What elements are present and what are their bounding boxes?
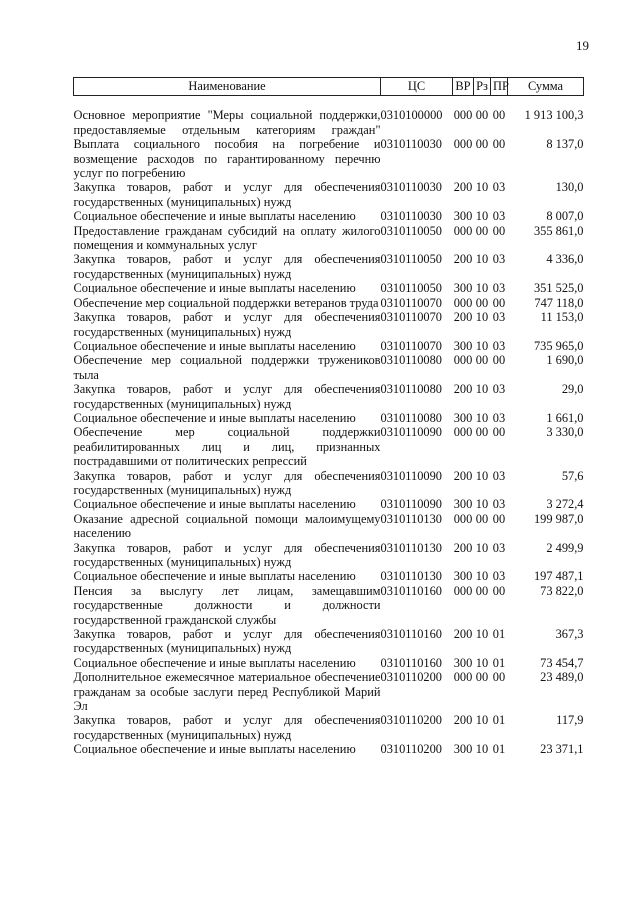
table-row [74, 512, 584, 541]
cell-rz: 10 [475, 713, 489, 728]
cell-name: Закупка товаров, работ и услуг для обеспечения государственных (муниципальных) нужд [73, 468, 381, 497]
cell-sum: 2 499,9 [546, 540, 584, 555]
cell-cs: 0310110070 [380, 338, 442, 353]
cell-name: Закупка товаров, работ и услуг для обеспечения государственных (муниципальных) нужд [73, 713, 381, 742]
cell-sum: 29,0 [561, 382, 584, 397]
cell-rz: 00 [475, 511, 489, 526]
cell-vr: 300 [453, 410, 473, 425]
header-cs: ЦС [381, 78, 453, 96]
cell-cs: 0310110160 [380, 627, 442, 642]
cell-sum: 23 371,1 [540, 742, 584, 757]
cell-pr: 01 [492, 655, 506, 670]
table-body [74, 96, 584, 757]
cell-name: Основное мероприятие "Меры социальной поддержки, предоставляемые отдельным категориям граждан" [73, 108, 381, 137]
cell-sum: 747 118,0 [534, 295, 584, 310]
cell-rz: 10 [475, 180, 489, 195]
header-rz: Рз [474, 78, 491, 96]
cell-vr: 200 [453, 310, 473, 325]
cell-vr: 000 [453, 295, 473, 310]
cell-name: Социальное обеспечение и иные выплаты населению [73, 742, 356, 757]
cell-cs: 0310110090 [380, 425, 442, 440]
cell-name: Обеспечение мер социальной поддержки ветеранов труда [73, 295, 379, 310]
header-vr: ВР [453, 78, 474, 96]
cell-vr: 200 [453, 468, 473, 483]
table-row [74, 310, 584, 339]
header-pr: ПР [491, 78, 508, 96]
cell-rz: 10 [475, 281, 489, 296]
cell-sum: 8 137,0 [546, 137, 584, 152]
cell-pr: 03 [492, 468, 506, 483]
cell-pr: 01 [492, 627, 506, 642]
cell-vr: 300 [453, 497, 473, 512]
cell-rz: 00 [475, 295, 489, 310]
cell-vr: 300 [453, 281, 473, 296]
cell-name: Социальное обеспечение и иные выплаты населению [73, 410, 356, 425]
cell-pr: 03 [492, 310, 506, 325]
cell-cs: 0310110160 [380, 655, 442, 670]
cell-sum: 130,0 [555, 180, 584, 195]
cell-sum: 1 661,0 [546, 410, 584, 425]
cell-sum: 23 489,0 [540, 670, 584, 685]
cell-vr: 000 [453, 137, 473, 152]
cell-sum: 117,9 [556, 713, 584, 728]
cell-name: Дополнительное ежемесячное материальное обеспечение гражданам за особые заслуги перед Республикой Марий Эл [73, 670, 381, 714]
table-row [74, 252, 584, 281]
cell-name: Социальное обеспечение и иные выплаты населению [73, 569, 356, 584]
table-row [74, 180, 584, 209]
cell-vr: 000 [453, 353, 473, 368]
table-row [74, 339, 584, 353]
table-row [74, 425, 584, 468]
cell-sum: 4 336,0 [546, 252, 584, 267]
budget-table [73, 77, 584, 757]
cell-rz: 10 [475, 540, 489, 555]
cell-rz: 00 [475, 353, 489, 368]
cell-pr: 00 [492, 108, 506, 123]
table-row [74, 713, 584, 742]
cell-pr: 03 [492, 382, 506, 397]
header-name: Наименование [74, 78, 381, 96]
cell-pr: 03 [492, 209, 506, 224]
cell-sum: 73 822,0 [540, 583, 584, 598]
cell-sum: 57,6 [561, 468, 584, 483]
table-row [74, 108, 584, 137]
cell-rz: 10 [475, 410, 489, 425]
cell-pr: 00 [492, 295, 506, 310]
cell-pr: 00 [492, 511, 506, 526]
cell-rz: 10 [475, 655, 489, 670]
cell-rz: 00 [475, 670, 489, 685]
cell-name: Закупка товаров, работ и услуг для обеспечения государственных (муниципальных) нужд [73, 540, 381, 569]
cell-pr: 00 [492, 670, 506, 685]
cell-cs: 0310110080 [380, 410, 442, 425]
cell-sum: 1 913 100,3 [524, 108, 584, 123]
cell-rz: 10 [475, 468, 489, 483]
table-row [74, 411, 584, 425]
table-row [74, 584, 584, 627]
cell-cs: 0310110130 [380, 569, 442, 584]
cell-name: Закупка товаров, работ и услуг для обеспечения государственных (муниципальных) нужд [73, 310, 381, 339]
cell-name: Закупка товаров, работ и услуг для обеспечения государственных (муниципальных) нужд [73, 180, 381, 209]
cell-sum: 3 330,0 [546, 425, 584, 440]
cell-cs: 0310110130 [380, 511, 442, 526]
cell-rz: 00 [475, 137, 489, 152]
table-row [74, 742, 584, 756]
cell-pr: 03 [492, 497, 506, 512]
cell-pr: 03 [492, 410, 506, 425]
cell-rz: 10 [475, 742, 489, 757]
cell-cs: 0310110070 [380, 310, 442, 325]
cell-cs: 0310100000 [380, 108, 443, 123]
cell-sum: 735 965,0 [533, 338, 584, 353]
cell-sum: 73 454,7 [540, 655, 584, 670]
cell-name: Оказание адресной социальной помощи малоимущему населению [73, 511, 381, 541]
cell-rz: 00 [475, 223, 489, 238]
cell-pr: 03 [492, 281, 506, 296]
cell-vr: 200 [453, 180, 473, 195]
table-row [74, 353, 584, 382]
cell-vr: 200 [453, 540, 473, 555]
cell-sum: 3 272,4 [546, 497, 584, 512]
cell-name: Социальное обеспечение и иные выплаты населению [73, 281, 356, 296]
cell-rz: 10 [475, 338, 489, 353]
cell-rz: 10 [475, 569, 489, 584]
cell-vr: 000 [453, 223, 473, 238]
page-number: 19 [576, 38, 589, 53]
cell-cs: 0310110200 [380, 713, 442, 728]
cell-name: Закупка товаров, работ и услуг для обеспечения государственных (муниципальных) нужд [73, 627, 381, 656]
cell-rz: 10 [475, 382, 489, 397]
cell-pr: 00 [492, 583, 506, 598]
cell-cs: 0310110090 [380, 468, 442, 483]
table-row [74, 296, 584, 310]
table-row [74, 656, 584, 670]
cell-vr: 200 [453, 713, 473, 728]
cell-cs: 0310110050 [380, 252, 442, 267]
header-spacer [74, 96, 584, 109]
cell-vr: 000 [453, 425, 473, 440]
cell-vr: 000 [453, 670, 473, 685]
cell-vr: 000 [453, 583, 473, 598]
cell-vr: 000 [453, 108, 473, 123]
header-sum: Сумма [508, 78, 584, 96]
cell-pr: 00 [492, 223, 506, 238]
cell-name: Закупка товаров, работ и услуг для обеспечения государственных (муниципальных) нужд [73, 252, 381, 281]
cell-name: Предоставление гражданам субсидий на оплату жилого помещения и коммунальных услуг [73, 223, 381, 253]
cell-sum: 351 525,0 [533, 281, 584, 296]
cell-pr: 03 [492, 252, 506, 267]
cell-name: Социальное обеспечение и иные выплаты населению [73, 497, 356, 512]
cell-name: Социальное обеспечение и иные выплаты населению [73, 209, 356, 224]
cell-pr: 03 [492, 540, 506, 555]
cell-name: Пенсия за выслугу лет лицам, замещавшим государственные должности и должности государственной гражданской службы [73, 583, 381, 627]
cell-sum: 199 987,0 [533, 511, 584, 526]
table-row [74, 627, 584, 656]
cell-cs: 0310110130 [380, 540, 442, 555]
table-row [74, 209, 584, 223]
cell-cs: 0310110080 [380, 353, 442, 368]
cell-vr: 200 [453, 252, 473, 267]
table-row [74, 569, 584, 583]
cell-vr: 300 [453, 742, 473, 757]
cell-sum: 197 487,1 [533, 569, 584, 584]
cell-pr: 00 [492, 353, 506, 368]
cell-rz: 10 [475, 252, 489, 267]
cell-name: Закупка товаров, работ и услуг для обеспечения государственных (муниципальных) нужд [73, 382, 381, 411]
cell-name: Социальное обеспечение и иные выплаты населению [73, 655, 356, 670]
cell-rz: 10 [475, 209, 489, 224]
cell-pr: 03 [492, 180, 506, 195]
table-row [74, 497, 584, 511]
cell-name: Обеспечение мер социальной поддержки реабилитированных лиц и лиц, признанных пострадавшими от политических репрессий [73, 425, 381, 469]
cell-vr: 300 [453, 655, 473, 670]
cell-rz: 00 [475, 583, 489, 598]
cell-rz: 10 [475, 310, 489, 325]
cell-cs: 0310110200 [380, 742, 442, 757]
cell-vr: 200 [453, 382, 473, 397]
cell-cs: 0310110090 [380, 497, 442, 512]
table-row [74, 670, 584, 713]
cell-pr: 03 [492, 569, 506, 584]
table-row [74, 137, 584, 180]
cell-name: Обеспечение мер социальной поддержки тружеников тыла [73, 353, 381, 382]
cell-name: Выплата социального пособия на погребение и возмещение расходов по гарантированному перечню услуг по погребению [73, 137, 381, 181]
cell-sum: 1 690,0 [546, 353, 584, 368]
cell-cs: 0310110050 [380, 223, 442, 238]
table-row [74, 469, 584, 498]
table-row [74, 382, 584, 411]
cell-name: Социальное обеспечение и иные выплаты населению [73, 338, 356, 353]
cell-pr: 01 [492, 713, 506, 728]
cell-sum: 11 153,0 [540, 310, 584, 325]
cell-pr: 00 [492, 137, 506, 152]
cell-cs: 0310110070 [380, 295, 442, 310]
cell-rz: 00 [475, 108, 489, 123]
cell-rz: 10 [475, 627, 489, 642]
cell-sum: 355 861,0 [533, 223, 584, 238]
cell-cs: 0310110200 [380, 670, 442, 685]
cell-pr: 03 [492, 338, 506, 353]
cell-vr: 200 [453, 627, 473, 642]
cell-cs: 0310110030 [380, 209, 442, 224]
cell-cs: 0310110030 [380, 137, 442, 152]
cell-vr: 000 [453, 511, 473, 526]
cell-cs: 0310110080 [380, 382, 442, 397]
cell-cs: 0310110050 [380, 281, 442, 296]
cell-pr: 01 [492, 742, 506, 757]
cell-rz: 00 [475, 425, 489, 440]
cell-vr: 300 [453, 338, 473, 353]
cell-vr: 300 [453, 209, 473, 224]
cell-sum: 8 007,0 [546, 209, 584, 224]
cell-rz: 10 [475, 497, 489, 512]
table-header-row [74, 78, 584, 96]
table-row [74, 541, 584, 570]
cell-cs: 0310110030 [380, 180, 442, 195]
table-row [74, 281, 584, 295]
cell-vr: 300 [453, 569, 473, 584]
cell-pr: 00 [492, 425, 506, 440]
cell-sum: 367,3 [555, 627, 584, 642]
cell-cs: 0310110160 [380, 583, 442, 598]
table-row [74, 224, 584, 253]
